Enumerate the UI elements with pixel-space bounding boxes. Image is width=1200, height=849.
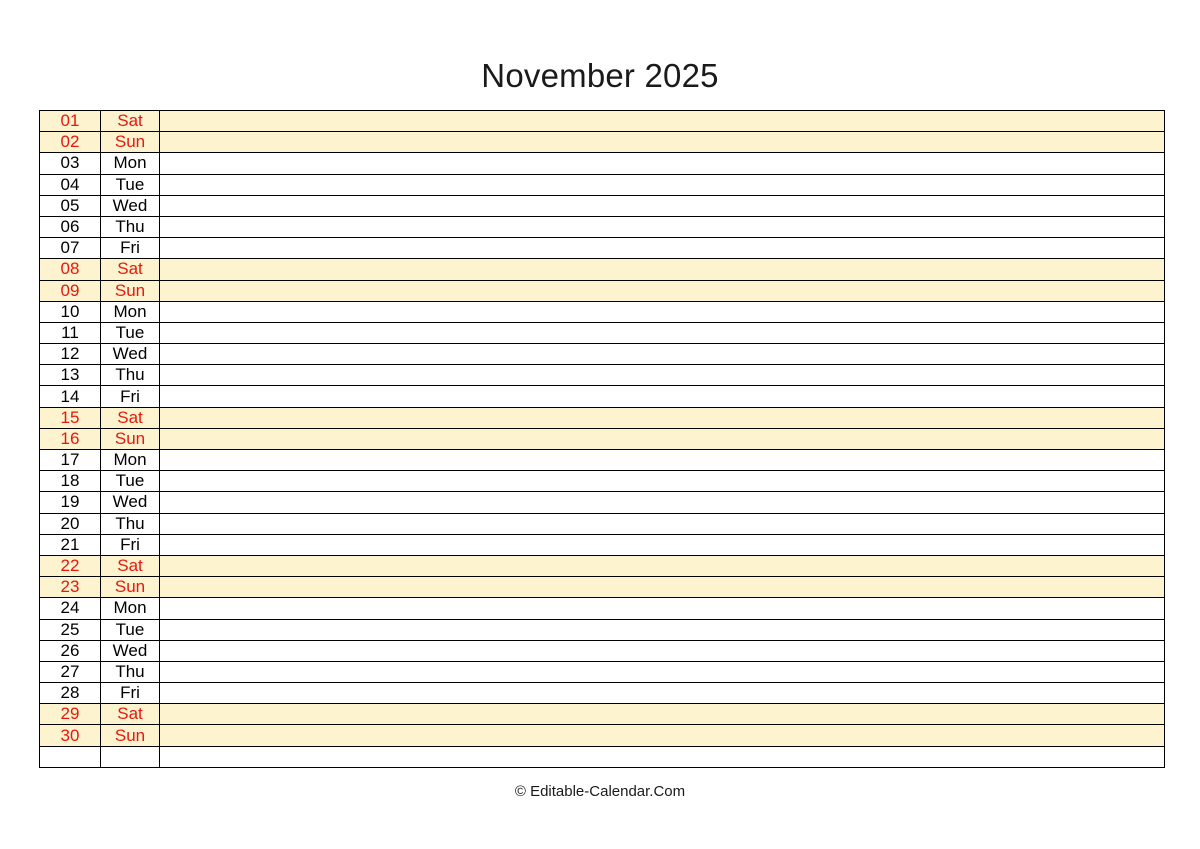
notes-cell[interactable]: [160, 746, 1165, 767]
notes-cell[interactable]: [160, 513, 1165, 534]
notes-cell[interactable]: [160, 407, 1165, 428]
notes-cell[interactable]: [160, 216, 1165, 237]
notes-cell[interactable]: [160, 725, 1165, 746]
notes-cell[interactable]: [160, 704, 1165, 725]
notes-cell[interactable]: [160, 132, 1165, 153]
calendar-row: [40, 492, 1165, 513]
day-number-cell: 29: [40, 704, 101, 725]
day-name-cell: [101, 746, 160, 767]
calendar-table-wrapper: [39, 98, 1161, 768]
notes-cell[interactable]: [160, 619, 1165, 640]
calendar-row: [40, 153, 1165, 174]
calendar-row: [40, 280, 1165, 301]
day-name-cell: Wed: [101, 492, 160, 513]
day-name-cell: Sat: [101, 259, 160, 280]
calendar-table: [39, 110, 1165, 768]
calendar-body: [40, 111, 1165, 768]
day-number-cell: 25: [40, 619, 101, 640]
calendar-row: [40, 640, 1165, 661]
calendar-row: [40, 174, 1165, 195]
calendar-row: [40, 746, 1165, 767]
notes-cell[interactable]: [160, 153, 1165, 174]
day-number-cell: 08: [40, 259, 101, 280]
calendar-row: [40, 216, 1165, 237]
calendar-row: [40, 450, 1165, 471]
day-name-cell: Sat: [101, 111, 160, 132]
calendar-row: [40, 428, 1165, 449]
day-name-cell: Fri: [101, 238, 160, 259]
calendar-row: [40, 301, 1165, 322]
day-number-cell: 09: [40, 280, 101, 301]
day-number-cell: 27: [40, 661, 101, 682]
day-number-cell: 03: [40, 153, 101, 174]
calendar-row: [40, 386, 1165, 407]
day-number-cell: 11: [40, 322, 101, 343]
notes-cell[interactable]: [160, 386, 1165, 407]
calendar-row: [40, 598, 1165, 619]
day-name-cell: Thu: [101, 365, 160, 386]
day-name-cell: Thu: [101, 513, 160, 534]
day-number-cell: 02: [40, 132, 101, 153]
notes-cell[interactable]: [160, 471, 1165, 492]
day-number-cell: 28: [40, 683, 101, 704]
notes-cell[interactable]: [160, 365, 1165, 386]
calendar-row: [40, 471, 1165, 492]
day-number-cell: 07: [40, 238, 101, 259]
day-number-cell: 15: [40, 407, 101, 428]
day-number-cell: 24: [40, 598, 101, 619]
notes-cell[interactable]: [160, 195, 1165, 216]
calendar-row: [40, 704, 1165, 725]
notes-cell[interactable]: [160, 598, 1165, 619]
notes-cell[interactable]: [160, 301, 1165, 322]
day-name-cell: Sat: [101, 407, 160, 428]
day-name-cell: Sun: [101, 428, 160, 449]
notes-cell[interactable]: [160, 492, 1165, 513]
calendar-row: [40, 555, 1165, 576]
day-name-cell: Tue: [101, 471, 160, 492]
day-number-cell: 05: [40, 195, 101, 216]
notes-cell[interactable]: [160, 280, 1165, 301]
day-number-cell: 18: [40, 471, 101, 492]
day-name-cell: Mon: [101, 153, 160, 174]
day-number-cell: 13: [40, 365, 101, 386]
notes-cell[interactable]: [160, 555, 1165, 576]
day-name-cell: Wed: [101, 195, 160, 216]
notes-cell[interactable]: [160, 640, 1165, 661]
day-name-cell: Sat: [101, 704, 160, 725]
day-number-cell: 22: [40, 555, 101, 576]
calendar-row: [40, 111, 1165, 132]
notes-cell[interactable]: [160, 322, 1165, 343]
calendar-row: [40, 259, 1165, 280]
calendar-row: [40, 322, 1165, 343]
notes-cell[interactable]: [160, 259, 1165, 280]
day-number-cell: 06: [40, 216, 101, 237]
day-name-cell: Sun: [101, 280, 160, 301]
notes-cell[interactable]: [160, 577, 1165, 598]
calendar-row: [40, 683, 1165, 704]
day-name-cell: Sun: [101, 725, 160, 746]
day-name-cell: Thu: [101, 216, 160, 237]
day-name-cell: Wed: [101, 344, 160, 365]
day-name-cell: Wed: [101, 640, 160, 661]
calendar-row: [40, 661, 1165, 682]
day-name-cell: Fri: [101, 683, 160, 704]
notes-cell[interactable]: [160, 344, 1165, 365]
day-name-cell: Tue: [101, 619, 160, 640]
day-number-cell: 01: [40, 111, 101, 132]
day-number-cell: 21: [40, 534, 101, 555]
day-name-cell: Tue: [101, 174, 160, 195]
day-name-cell: Tue: [101, 322, 160, 343]
day-number-cell: [40, 746, 101, 767]
notes-cell[interactable]: [160, 450, 1165, 471]
day-number-cell: 17: [40, 450, 101, 471]
calendar-row: [40, 365, 1165, 386]
calendar-row: [40, 577, 1165, 598]
day-number-cell: 10: [40, 301, 101, 322]
day-name-cell: Thu: [101, 661, 160, 682]
day-number-cell: 19: [40, 492, 101, 513]
calendar-row: [40, 195, 1165, 216]
calendar-row: [40, 534, 1165, 555]
notes-cell[interactable]: [160, 428, 1165, 449]
day-number-cell: 30: [40, 725, 101, 746]
calendar-row: [40, 513, 1165, 534]
notes-cell[interactable]: [160, 174, 1165, 195]
day-name-cell: Sun: [101, 577, 160, 598]
calendar-row: [40, 407, 1165, 428]
calendar-row: [40, 619, 1165, 640]
day-name-cell: Fri: [101, 386, 160, 407]
day-number-cell: 20: [40, 513, 101, 534]
calendar-row: [40, 344, 1165, 365]
day-name-cell: Mon: [101, 598, 160, 619]
footer-credit: © Editable-Calendar.Com: [514, 782, 686, 800]
day-name-cell: Fri: [101, 534, 160, 555]
day-number-cell: 26: [40, 640, 101, 661]
notes-cell[interactable]: [160, 111, 1165, 132]
page-title: November 2025: [481, 57, 719, 94]
notes-cell[interactable]: [160, 534, 1165, 555]
notes-cell[interactable]: [160, 238, 1165, 259]
calendar-row: [40, 132, 1165, 153]
notes-cell[interactable]: [160, 661, 1165, 682]
calendar-row: [40, 238, 1165, 259]
day-number-cell: 16: [40, 428, 101, 449]
notes-cell[interactable]: [160, 683, 1165, 704]
day-name-cell: Mon: [101, 450, 160, 471]
day-name-cell: Mon: [101, 301, 160, 322]
day-number-cell: 23: [40, 577, 101, 598]
calendar-row: [40, 725, 1165, 746]
day-name-cell: Sat: [101, 555, 160, 576]
day-number-cell: 14: [40, 386, 101, 407]
day-number-cell: 12: [40, 344, 101, 365]
day-number-cell: 04: [40, 174, 101, 195]
day-name-cell: Sun: [101, 132, 160, 153]
